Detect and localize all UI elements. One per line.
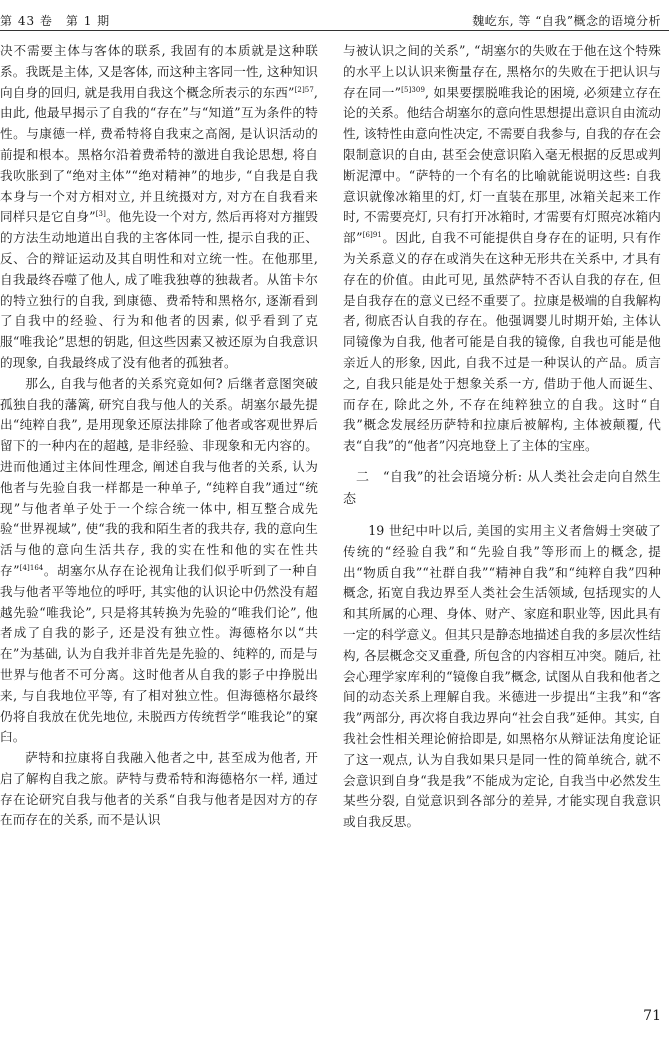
paragraph: 与被认识之间的关系”, “胡塞尔的失败在于他在这个特殊的水平上以认识来衡量存在, 黑格尔的失败在于把认识与存在同一”$^{[5]309}$, 如果要摆脱唯我论的困境, 必须建立存在论的关系。他结合胡塞尔的意向性思想提出意识自由流动性, 该特性由意向性决定, 不需要自我参与, 自我的存在会限制意识的自由, 甚至会使意识陷入毫无根据的反思或判断泥潭中。“萨特的一个有名的比喻就能说明这些: 自我意识就像冰箱里的灯, 灯一直装在那里, 冰箱关起来工作时, 不需要亮灯, 只有打开冰箱时, 才需要有灯照亮冰箱内部”$^{[6]91}$。因此, 自我不可能提供自身存在的证明, 只有作为关系意义的存在或消失在这种无形共在关系中, 才具有存在的价值。由此可见, 虽然萨特不否认自我的存在, 但是自我存在的意义已经不重要了。拉康是极端的自我解构者, 彻底否认自我的存在。他强调婴儿时期开始, 主体认同镜像为自我, 他者可能是自我的镜像, 自我也可能是他亲近人的形象, 因此, 自我不过是一种误认的产品。质言之, 自我只能是处于想象关系一方, 借助于他人而诞生、而存在, 除此之外, 不存在纯粹独立的自我。这时“自我”概念发展经历萨特和拉康后被解构, 主体被颠覆, 代表“自我”的“他者”闪亮地登上了主体的宝座。	[343, 43, 661, 454]
left-column	[0, 41, 318, 831]
article-running-title: 魏屹东, 等 “自我”概念的语境分析	[472, 14, 661, 28]
right-column	[343, 41, 661, 833]
paragraph: 那么, 自我与他者的关系究竟如何? 后继者意图突破孤独自我的藩篱, 研究自我与他人的关系。胡塞尔最先提出“纯粹自我”, 是用现象还原法排除了他者或客观世界后留下的一种内在的超越, 是非经验、非现象和无内容的。进而他通过主体间性理念, 阐述自我与他者的关系, 认为他者与先验自我一样都是一种单子, “纯粹自我”通过“统现”与他者单子处于一个综合统一体中, 相互整合成先验“世界视域”, 使“我的我和陌生者的我共存, 我的意向生活与他的意向生活共存, 我的实在性和他的实在性共存”$^{[4]164}$。胡塞尔从存在论视角让我们似乎听到了一种自我与他者平等地位的呼吁, 其实他的认识论中仍然没有超越先验“唯我论”, 只是将其转换为先验的“唯我们论”, 他者成了自我的影子, 还是没有独立性。海德格尔以“共在”为基础, 认为自我并非首先是先验的、纯粹的, 而是与世界与他者不可分离。这时他者从自我的影子中挣脱出来, 与自我地位平等, 有了相对独立性。但海德格尔最终仍将自我放在优先地位, 未脱西方传统哲学“唯我论”的窠臼。	[0, 375, 318, 745]
running-header	[0, 10, 669, 36]
section-heading: 二 “自我”的社会语境分析: 从人类社会走向自然生态	[343, 469, 661, 507]
header-rule	[0, 30, 669, 31]
paragraph: 19 世纪中叶以后, 美国的实用主义者詹姆士突破了传统的“经验自我”和“先验自我”等形而上的概念, 提出“物质自我”“社群自我”“精神自我”和“纯粹自我”四种概念, 拓宽自我边界至人类社会生活领域, 包括现实的人和其所属的心理、身体、财产、家庭和职业等, 因此具有一定的科学意义。但其只是静态地描述自我的多层次性结构, 各层概念交叉重叠, 所包含的内容相互冲突。随后, 社会心理学家库利的“镜像自我”概念, 试图从自我和他者之间的动态关系上理解自我。米德进一步提出“主我”和“客我”两部分, 再次将自我边界向“社会自我”延伸。其实, 自我社会性相关理论俯拾即是, 如黑格尔从辩证法角度论证了这一观点, 认为自我如果只是同一性的简单统合, 就不会意识到自身“我是我”不能成为定论, 自我当中必然发生某些分裂, 自觉意识到各部分的差异, 才能实现自我意识或自我反思。	[343, 522, 661, 830]
paragraph: 决不需要主体与客体的联系, 我固有的本质就是这种联系。我既是主体, 又是客体, 而这种主客同一性, 这种知识向自身的回归, 就是我用自我这个概念所表示的东西”$^{[2]57}$, 由此, 他最早揭示了自我的“存在”与“知道”互为条件的特性。与康德一样, 费希特将自我束之高阁, 是认识活动的前提和根本。黑格尔沿着费希特的激进自我论思想, 将自我吹胀到了“绝对主体”“绝对精神”的地步, “自我是自我本身与一个对方相对立, 并且统摄对方, 对方在自我看来同样只是它自身”[3]。他先设一个对方, 然后再将对方摧毁的方法生动地道出自我的主客体同一性, 提示自我的正、反、合的辩证运动及其自明性和对立统一性。在他那里, 自我最终吞噬了他人, 成了唯我独尊的独裁者。从笛卡尔的特立独行的自我, 到康德、费希特和黑格尔, 逐渐看到了自我中的经验、行为和他者的因素, 似乎看到了克服“唯我论”思想的钥匙, 但这些因素又被还原为自我意识的现象, 自我最终成了没有他者的孤独者。	[0, 43, 318, 370]
journal-volume-issue: 第 43 卷 第 1 期	[0, 14, 111, 28]
page-number: 71	[643, 1008, 661, 1024]
paragraph: 萨特和拉康将自我融入他者之中, 甚至成为他者, 开启了解构自我之旅。萨特与费希特和海德格尔一样, 通过存在论研究自我与他者的关系“自我与他者是因对方的存在而存在的关系, 而不是认识	[0, 750, 318, 828]
